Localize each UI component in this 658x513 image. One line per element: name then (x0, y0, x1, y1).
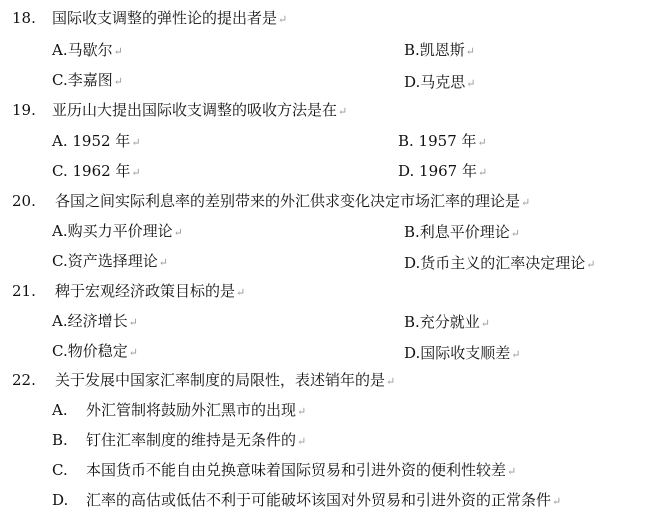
option-20-c: C.资产选择理论↵ (52, 252, 168, 270)
paragraph-mark-icon: ↵ (113, 45, 123, 58)
option-20-b: B.利息平价理论↵ (404, 223, 521, 241)
question-20 (12, 191, 531, 211)
option-22-b: B. 钉住汇率制度的维持是无条件的↵ (52, 431, 307, 449)
paragraph-mark-icon: ↵ (511, 348, 521, 361)
paragraph-mark-icon: ↵ (128, 316, 138, 329)
option-18-c: C.李嘉图↵ (52, 71, 123, 89)
question-number: 20. (12, 192, 36, 210)
paragraph-mark-icon: ↵ (236, 286, 246, 299)
option-21-d: D.国际收支顺差↵ (404, 344, 521, 362)
paragraph-mark-icon: ↵ (113, 75, 123, 88)
option-22-c: C. 本国货币不能自由兑换意味着国际贸易和引进外资的便利性较差↵ (52, 461, 517, 479)
paragraph-mark-icon: ↵ (386, 375, 396, 388)
option-21-b: B.充分就业↵ (404, 313, 491, 331)
paragraph-mark-icon: ↵ (465, 45, 476, 58)
question-number: 21. (12, 282, 36, 300)
paragraph-mark-icon: ↵ (510, 227, 521, 240)
option-20-a: A.购买力平价理论↵ (52, 222, 183, 240)
option-18-d: D.马克思↵ (404, 73, 476, 91)
option-22-d: D. 汇率的高估或低估不利于可能破坏该国对外贸易和引进外资的正常条件↵ (52, 491, 562, 509)
question-text: 亚历山大提出国际收支调整的吸收方法是在 (52, 101, 338, 119)
question-number: 19. (12, 101, 36, 119)
option-18-b: B.凯恩斯↵ (404, 41, 476, 59)
question-text: 国际收支调整的弹性论的提出者是 (52, 9, 278, 27)
option-22-a: A. 外汇管制将鼓励外汇黑市的出现↵ (52, 401, 307, 419)
paragraph-mark-icon: ↵ (480, 317, 491, 330)
paragraph-mark-icon: ↵ (158, 256, 168, 269)
option-20-d: D.货币主义的汇率决定理论↵ (404, 254, 596, 272)
option-19-d: D. 1967 年↵ (398, 162, 488, 180)
paragraph-mark-icon: ↵ (586, 258, 596, 271)
paragraph-mark-icon: ↵ (552, 495, 562, 508)
paragraph-mark-icon: ↵ (131, 136, 141, 149)
paragraph-mark-icon: ↵ (173, 226, 183, 239)
option-21-a: A.经济增长↵ (52, 312, 138, 330)
question-22 (12, 370, 396, 390)
paragraph-mark-icon: ↵ (477, 166, 488, 179)
question-text: 各国之间实际利息率的差别带来的外汇供求变化决定市场汇率的理论是 (55, 192, 521, 210)
paragraph-mark-icon: ↵ (278, 13, 288, 26)
paragraph-mark-icon: ↵ (466, 77, 476, 90)
question-number: 22. (12, 371, 36, 389)
question-19 (12, 100, 348, 120)
paragraph-mark-icon: ↵ (297, 405, 307, 418)
option-21-c: C.物价稳定↵ (52, 342, 138, 360)
option-19-b: B. 1957 年↵ (398, 132, 487, 150)
paragraph-mark-icon: ↵ (128, 346, 138, 359)
paragraph-mark-icon: ↵ (131, 166, 141, 179)
question-text: 关于发展中国家汇率制度的局限性，表述销年的是 (55, 371, 386, 389)
question-number: 18. (12, 9, 36, 27)
option-19-a: A. 1952 年↵ (52, 132, 141, 150)
question-text: 稗于宏观经济政策目标的是 (55, 282, 236, 300)
option-18-a: A.马歇尔↵ (52, 41, 123, 59)
paragraph-mark-icon: ↵ (507, 465, 517, 478)
option-19-c: C. 1962 年↵ (52, 162, 141, 180)
paragraph-mark-icon: ↵ (477, 136, 487, 149)
paragraph-mark-icon: ↵ (338, 105, 348, 118)
question-21 (12, 281, 246, 301)
paragraph-mark-icon: ↵ (521, 196, 531, 209)
question-18 (12, 8, 288, 28)
paragraph-mark-icon: ↵ (297, 435, 307, 448)
